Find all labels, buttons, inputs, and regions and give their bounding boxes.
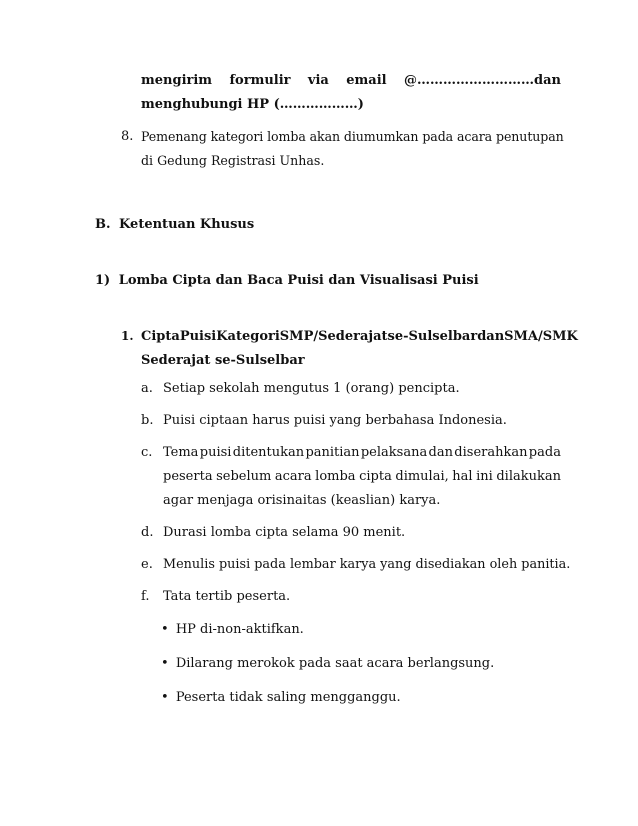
- item-c-word: sebelum: [216, 469, 272, 484]
- item-e-letter: e.: [141, 557, 153, 572]
- item-f-text: Tata tertib peserta.: [163, 589, 291, 604]
- item-c-word: pada: [528, 445, 561, 460]
- item-b-text: Puisi ciptaan harus puisi yang berbahasa Indonesia.: [163, 413, 507, 428]
- point-1-word: Cipta: [141, 329, 180, 344]
- item-b-letter: b.: [141, 413, 154, 428]
- bullet-text: HP di-non-aktifkan.: [175, 622, 304, 637]
- item-c-word: peserta: [163, 469, 213, 484]
- item-c-word: panitian: [305, 445, 360, 460]
- point-1-word: dan: [477, 329, 505, 344]
- point-1-word: Puisi: [179, 329, 217, 344]
- item7-word: @………………………dan: [403, 73, 561, 88]
- item8-number: 8.: [121, 129, 134, 144]
- item7-word: mengirim: [141, 73, 213, 88]
- item-c-line3: agar menjaga orisinaitas (keaslian) karya.: [163, 493, 441, 508]
- bullet-text: Dilarang merokok pada saat acara berlangsung.: [175, 656, 495, 671]
- bullet-item: [161, 622, 304, 637]
- item-c-word: acara: [274, 469, 312, 484]
- item-c-word: Tema: [163, 445, 199, 460]
- item-a-text: Setiap sekolah mengutus 1 (orang) pencipta.: [163, 381, 460, 396]
- item-c-word: hal: [452, 469, 473, 484]
- bullet-item: [161, 656, 494, 671]
- item-f-letter: f.: [141, 589, 150, 604]
- point-1-line2: Sederajat se-Sulselbar: [141, 353, 305, 368]
- subsection-1-title: Lomba Cipta dan Baca Puisi dan Visualisasi Puisi: [118, 273, 479, 288]
- item-c-line2: [163, 469, 561, 484]
- bullet-icon: •: [161, 622, 169, 637]
- item8-line1: Pemenang kategori lomba akan diumumkan pada acara penutupan: [141, 129, 564, 144]
- item-d-letter: d.: [141, 525, 154, 540]
- item7-word: email: [346, 73, 387, 88]
- item-e-text: Menulis puisi pada lembar karya yang disediakan oleh panitia.: [163, 557, 571, 572]
- item-c-word: dan: [428, 445, 453, 460]
- item-c-word: dilakukan: [496, 469, 561, 484]
- item-c-word: cipta: [359, 469, 392, 484]
- section-b-label: B.: [95, 217, 111, 232]
- point-1-word: se-Sulselbar: [387, 329, 478, 344]
- section-b-heading: [95, 217, 254, 232]
- item-c-line1: [163, 445, 561, 460]
- point-1-word: Kategori: [216, 329, 280, 344]
- item-d-text: Durasi lomba cipta selama 90 menit.: [163, 525, 406, 540]
- item7-line2: menghubungi HP (………………): [141, 97, 364, 112]
- item7-line1: [141, 73, 561, 88]
- item-c-word: puisi: [199, 445, 232, 460]
- item-c-letter: c.: [141, 445, 153, 460]
- subsection-1-label: 1): [95, 273, 111, 288]
- item-c-word: ini: [476, 469, 493, 484]
- point-1-word: SMP/Sederajat: [279, 329, 388, 344]
- bullet-item: [161, 690, 401, 705]
- subsection-1-heading: [95, 273, 479, 288]
- item-a-letter: a.: [141, 381, 153, 396]
- item-c-word: pelaksana: [360, 445, 428, 460]
- bullet-icon: •: [161, 690, 169, 705]
- item-c-word: lomba: [315, 469, 356, 484]
- item7-word: formulir: [229, 73, 291, 88]
- section-b-title: Ketentuan Khusus: [119, 217, 255, 232]
- item-c-word: dimulai,: [395, 469, 449, 484]
- point-1-number: 1.: [121, 329, 134, 343]
- point-1-word: SMA/SMK: [504, 329, 578, 344]
- item-c-word: diserahkan: [454, 445, 528, 460]
- item7-word: via: [307, 73, 329, 88]
- item8-line2: di Gedung Registrasi Unhas.: [141, 153, 325, 168]
- bullet-icon: •: [161, 656, 169, 671]
- item-c-word: ditentukan: [232, 445, 305, 460]
- bullet-text: Peserta tidak saling mengganggu.: [175, 690, 401, 705]
- point-1-line1: [141, 329, 578, 344]
